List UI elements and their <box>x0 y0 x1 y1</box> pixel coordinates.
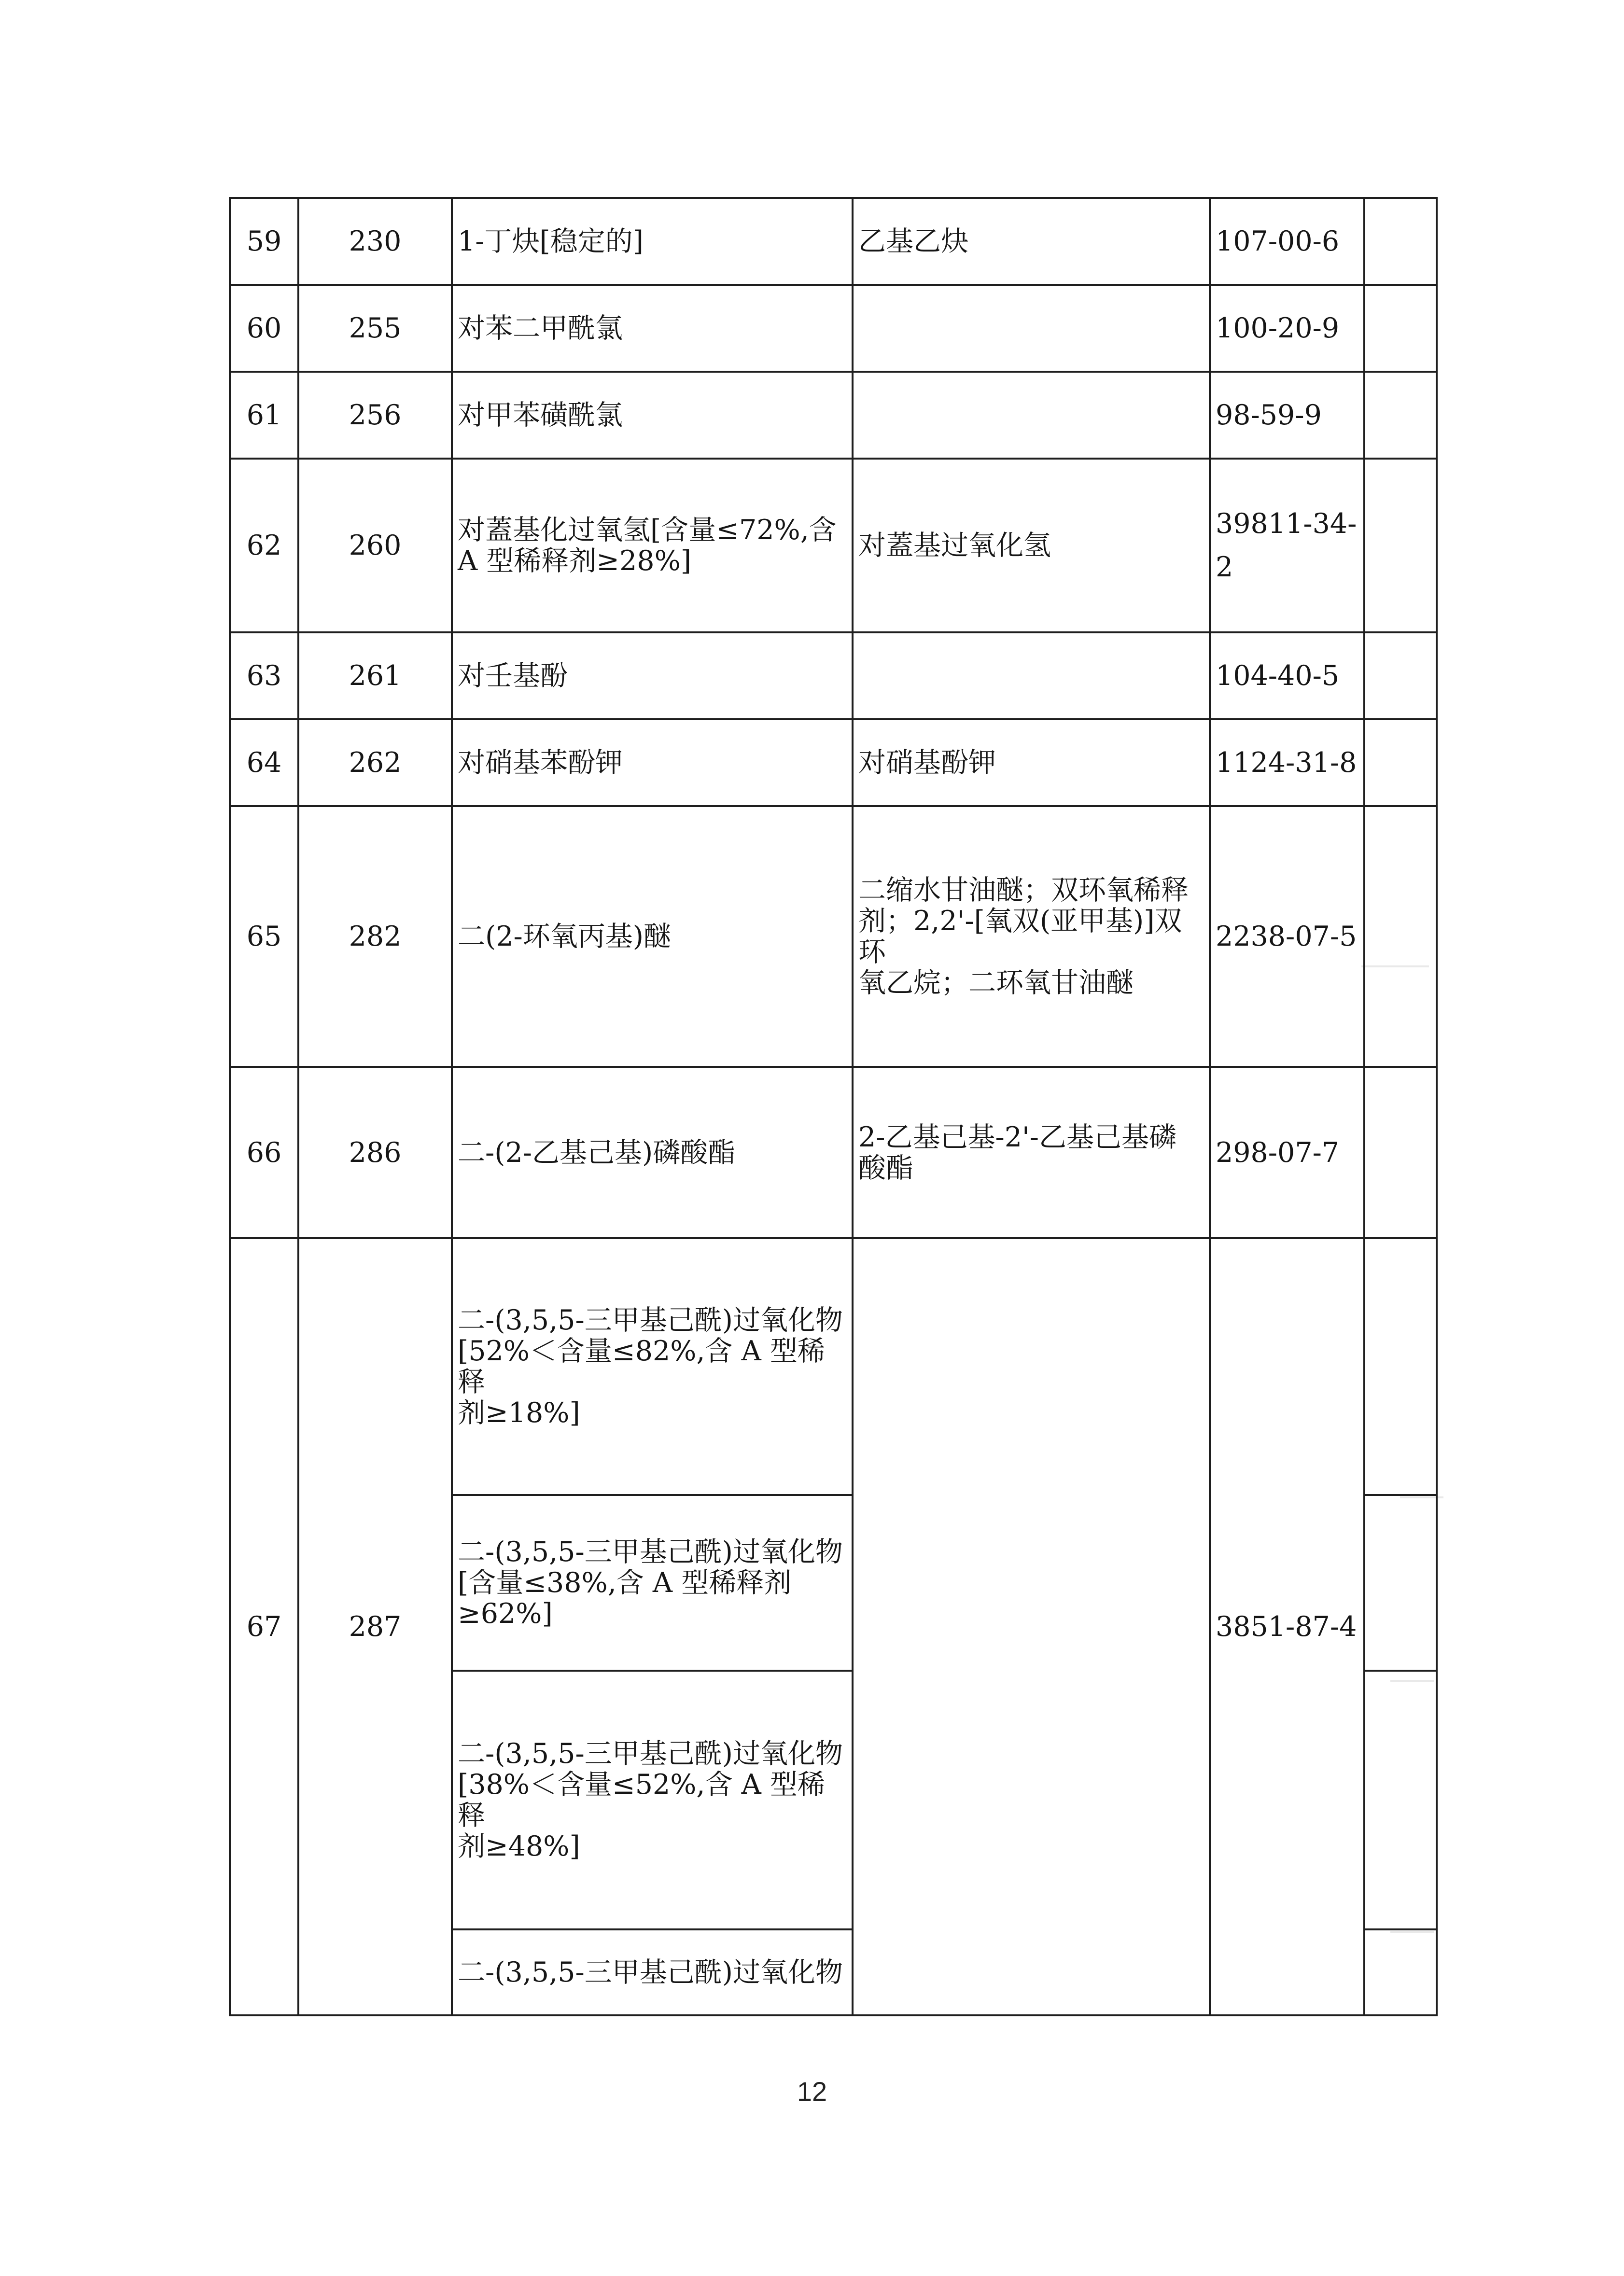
name-line: [38%＜含量≤52%,含 A 型稀释 <box>458 1769 825 1831</box>
chemical-name: 1-丁炔[稳定的] <box>452 198 853 285</box>
row-number: 63 <box>230 632 298 719</box>
chemical-name <box>452 1495 853 1671</box>
blank-cell <box>1364 806 1437 1067</box>
chemical-name <box>452 1238 853 1495</box>
chemical-alias: 乙基乙炔 <box>853 198 1210 285</box>
chemical-alias <box>853 632 1210 719</box>
alias-line: 2-乙基己基-2'-乙基己基磷 <box>858 1121 1176 1153</box>
blank-cell <box>1364 1238 1437 1495</box>
table-row <box>230 285 1437 372</box>
row-number: 66 <box>230 1067 298 1238</box>
row-number: 61 <box>230 372 298 459</box>
cas-number: 2238-07-5 <box>1210 806 1364 1067</box>
entry-id: 261 <box>298 632 452 719</box>
chemical-alias <box>853 1238 1210 2015</box>
chemical-name <box>452 459 853 632</box>
chemical-name: 对壬基酚 <box>452 632 853 719</box>
blank-cell <box>1364 1495 1437 1671</box>
chemical-alias <box>853 372 1210 459</box>
alias-line: 酸酯 <box>858 1152 913 1184</box>
cas-number: 104-40-5 <box>1210 632 1364 719</box>
table-row <box>230 1067 1437 1238</box>
name-line: 二-(3,5,5-三甲基己酰)过氧化物 <box>458 1304 843 1336</box>
entry-id: 282 <box>298 806 452 1067</box>
chemical-alias <box>853 806 1210 1067</box>
entry-id: 286 <box>298 1067 452 1238</box>
blank-cell <box>1364 198 1437 285</box>
name-line: [含量≤38%,含 A 型稀释剂≥62%] <box>458 1567 792 1630</box>
name-line: [52%＜含量≤82%,含 A 型稀释 <box>458 1335 825 1398</box>
table-row <box>230 198 1437 285</box>
blank-cell <box>1364 459 1437 632</box>
cas-number: 100-20-9 <box>1210 285 1364 372</box>
entry-id: 262 <box>298 719 452 806</box>
page-number: 12 <box>797 2076 827 2107</box>
chemical-alias: 对硝基酚钾 <box>853 719 1210 806</box>
chemical-name: 对苯二甲酰氯 <box>452 285 853 372</box>
entry-id: 260 <box>298 459 452 632</box>
blank-cell <box>1364 285 1437 372</box>
chemical-list-table <box>229 197 1438 2016</box>
blank-cell <box>1364 719 1437 806</box>
name-line: 二-(3,5,5-三甲基己酰)过氧化物 <box>458 1738 843 1770</box>
row-number: 65 <box>230 806 298 1067</box>
row-number: 64 <box>230 719 298 806</box>
name-line: A 型稀释剂≥28%] <box>458 545 691 577</box>
entry-id: 256 <box>298 372 452 459</box>
cas-number <box>1210 459 1364 632</box>
chemical-name <box>452 1671 853 1929</box>
chemical-name: 二-(2-乙基己基)磷酸酯 <box>452 1067 853 1238</box>
name-line: 二-(3,5,5-三甲基己酰)过氧化物 <box>458 1536 843 1568</box>
cas-number: 3851-87-4 <box>1210 1238 1364 2015</box>
alias-line: 氧乙烷；二环氧甘油醚 <box>858 967 1134 999</box>
blank-cell <box>1364 1067 1437 1238</box>
name-line: 剂≥48%] <box>458 1830 580 1862</box>
name-line: 对蓋基化过氧氢[含量≤72%,含 <box>458 514 837 546</box>
table-row <box>230 1238 1437 1495</box>
name-line: 剂≥18%] <box>458 1397 580 1429</box>
alias-line: 剂；2,2'-[氧双(亚甲基)]双环 <box>858 905 1182 968</box>
blank-cell <box>1364 632 1437 719</box>
chemical-alias: 对蓋基过氧化氢 <box>853 459 1210 632</box>
cas-number: 1124-31-8 <box>1210 719 1364 806</box>
table-row <box>230 632 1437 719</box>
cas-line: 39811-34- <box>1216 508 1357 540</box>
chemical-alias <box>853 1067 1210 1238</box>
blank-cell <box>1364 1671 1437 1929</box>
cas-number: 98-59-9 <box>1210 372 1364 459</box>
cas-line: 2 <box>1216 551 1233 583</box>
cas-number: 107-00-6 <box>1210 198 1364 285</box>
blank-cell <box>1364 372 1437 459</box>
chemical-name: 二(2-环氧丙基)醚 <box>452 806 853 1067</box>
chemical-name: 对硝基苯酚钾 <box>452 719 853 806</box>
chemical-name: 对甲苯磺酰氯 <box>452 372 853 459</box>
entry-id: 230 <box>298 198 452 285</box>
entry-id: 255 <box>298 285 452 372</box>
table-row <box>230 806 1437 1067</box>
chemical-alias <box>853 285 1210 372</box>
table-row <box>230 719 1437 806</box>
row-number: 62 <box>230 459 298 632</box>
row-number: 67 <box>230 1238 298 2015</box>
cas-number: 298-07-7 <box>1210 1067 1364 1238</box>
table-row <box>230 459 1437 632</box>
alias-line: 二缩水甘油醚；双环氧稀释 <box>858 874 1189 906</box>
row-number: 59 <box>230 198 298 285</box>
table-row <box>230 372 1437 459</box>
row-number: 60 <box>230 285 298 372</box>
entry-id: 287 <box>298 1238 452 2015</box>
chemical-name: 二-(3,5,5-三甲基己酰)过氧化物 <box>452 1929 853 2015</box>
blank-cell <box>1364 1929 1437 2015</box>
